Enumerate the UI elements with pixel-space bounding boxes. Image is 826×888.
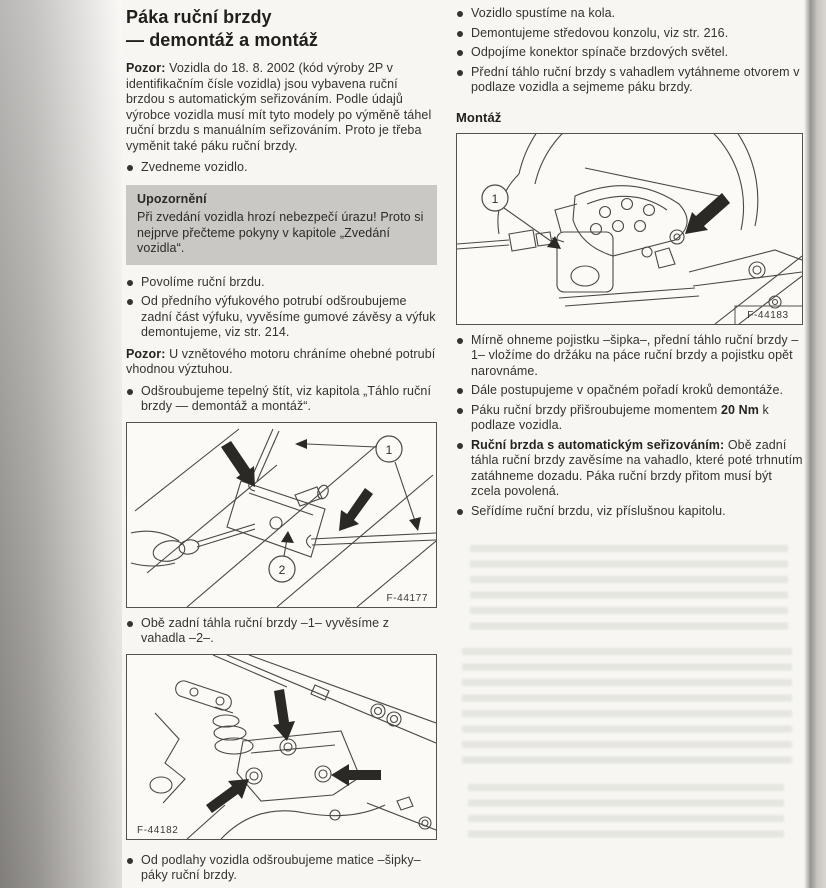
bullet-dot <box>457 338 463 344</box>
list-item <box>126 384 437 415</box>
page-title-line2: — demontáž a montáž <box>126 30 318 50</box>
figure-number-label: F-44177 <box>386 592 428 604</box>
list-item-text: Odšroubujeme tepelný štít, viz kapitola „Táhlo ruční brzdy — demontáž a montáž“. <box>141 383 432 413</box>
bullet-dot <box>457 408 463 414</box>
right-column <box>456 2 803 523</box>
bullet-dot <box>127 165 133 171</box>
list-item-text: Zvedneme vozidlo. <box>141 160 248 174</box>
list-item <box>126 294 437 341</box>
bullet-dot <box>457 50 463 56</box>
list-item <box>126 160 437 176</box>
list-item <box>126 616 437 647</box>
figure-f44183 <box>456 133 803 325</box>
bullet-dot <box>457 509 463 515</box>
line-art <box>457 134 802 324</box>
callout-1 <box>295 436 421 531</box>
bullet-dot <box>457 31 463 37</box>
list-item-text: Vozidlo spustíme na kola. <box>471 6 616 20</box>
list-item-text: Odpojíme konektor spínače brzdových světel. <box>471 45 729 59</box>
list-item <box>126 853 437 884</box>
technical-drawing-equalizer <box>127 423 436 607</box>
list-item <box>456 403 803 434</box>
technical-drawing-lever-assembly <box>457 134 802 324</box>
list-item-text: Od předního výfukového potrubí odšroubujeme zadní část výfuku, vyvěsíme gumové závěsy a výfuk demontujeme, viz str. 214. <box>141 294 436 339</box>
warning-box <box>126 185 437 265</box>
caution-label: Pozor: <box>126 61 166 75</box>
list-item <box>456 333 803 380</box>
solid-arrow-icon <box>685 193 730 234</box>
list-item-text: Seřídíme ruční brzdu, viz příslušnou kapitolu. <box>471 503 726 518</box>
list-item <box>456 504 803 520</box>
list-item <box>456 438 803 500</box>
svg-text:2: 2 <box>278 562 286 577</box>
caution-paragraph: Pozor: Vozidla do 18. 8. 2002 (kód výroby 2P v identifikačním čísle vozidla) jsou vybavena ruční brzdou s automatickým seřizováním. Podle údajů výrobce vozidla musí mít tyto modely po výměně táhel ruční brzdu s manuálním seřizováním. Proto je třeba vyměnit také páku ruční brzdy. <box>126 61 432 153</box>
list-item-text: Ruční brzda s automatickým seřizováním: Obě zadní táhla ruční brzdy zavěsíme na vahadlo, které poté trhnutím zatáhneme dozadu. Páka ruční brzdy přitom musí být zcela povolená. <box>471 437 803 498</box>
list-item <box>456 26 803 42</box>
list-item-text: Povolíme ruční brzdu. <box>141 274 265 289</box>
left-column <box>126 6 437 888</box>
list-item-text: Páku ruční brzdy přišroubujeme momentem 20 Nm k podlaze vozidla. <box>471 402 769 432</box>
bullet-dot <box>127 280 133 286</box>
callout-2 <box>269 531 295 582</box>
list-item-text: Demontujeme středovou konzolu, viz str. 216. <box>471 25 729 40</box>
bullet-dot <box>127 389 133 395</box>
bullet-dot <box>127 621 133 627</box>
section-heading-montaz: Montáž <box>456 109 502 125</box>
warning-text: Při zvedání vozidla hrozí nebezpečí úrazu! Proto si nejprve přečteme pokyny v kapitole „Zvedání vozidla“. <box>137 210 424 255</box>
bullet-dot <box>127 858 133 864</box>
technical-drawing-lever-nuts <box>127 655 436 839</box>
svg-text:1: 1 <box>385 442 393 457</box>
svg-text:1: 1 <box>491 191 499 206</box>
bleed-through-texture <box>470 545 788 633</box>
bullet-dot <box>457 388 463 394</box>
callout-1 <box>482 185 561 249</box>
solid-arrow-icon <box>221 441 373 531</box>
caution-label: Pozor: <box>126 346 166 361</box>
line-art <box>150 655 436 839</box>
book-gutter-shadow <box>0 0 122 888</box>
caution-paragraph: Pozor: U vznětového motoru chráníme ohebné potrubí vhodnou výztuhou. <box>126 346 436 376</box>
solid-arrow-icon <box>206 689 381 813</box>
list-item-text: Přední táhlo ruční brzdy s vahadlem vytáhneme otvorem v podlaze vozidla a sejmeme páku brzdy. <box>471 64 800 94</box>
list-item <box>456 383 803 399</box>
list-item-text: Od podlahy vozidla odšroubujeme matice –šipky– páky ruční brzdy. <box>141 852 421 882</box>
figure-number-label: F-44183 <box>747 309 789 321</box>
figure-number-label: F-44182 <box>137 824 179 836</box>
page-title <box>126 6 437 52</box>
list-item-text: Mírně ohneme pojistku –šipka–, přední táhlo ruční brzdy –1– vložíme do držáku na páce ruční brzdy a pojistku opět narovnáme. <box>471 332 799 378</box>
page-right-edge <box>804 0 826 888</box>
bullet-dot <box>457 11 463 17</box>
figure-f44182 <box>126 654 437 840</box>
bullet-dot <box>127 299 133 305</box>
warning-title: Upozornění <box>137 191 207 206</box>
list-item-text: Obě zadní táhla ruční brzdy –1– vyvěsíme z vahadla –2–. <box>141 615 390 645</box>
figure-f44177 <box>126 422 437 608</box>
bleed-through-texture <box>462 648 792 770</box>
bullet-dot <box>457 70 463 76</box>
page-title-line1: Páka ruční brzdy <box>126 7 272 27</box>
list-item <box>126 275 437 291</box>
list-item <box>456 45 803 61</box>
list-item-text: Dále postupujeme v opačném pořadí kroků demontáže. <box>471 383 784 397</box>
bullet-dot <box>457 443 463 449</box>
list-item <box>456 6 803 22</box>
bleed-through-texture <box>468 784 784 846</box>
list-item <box>456 65 803 96</box>
